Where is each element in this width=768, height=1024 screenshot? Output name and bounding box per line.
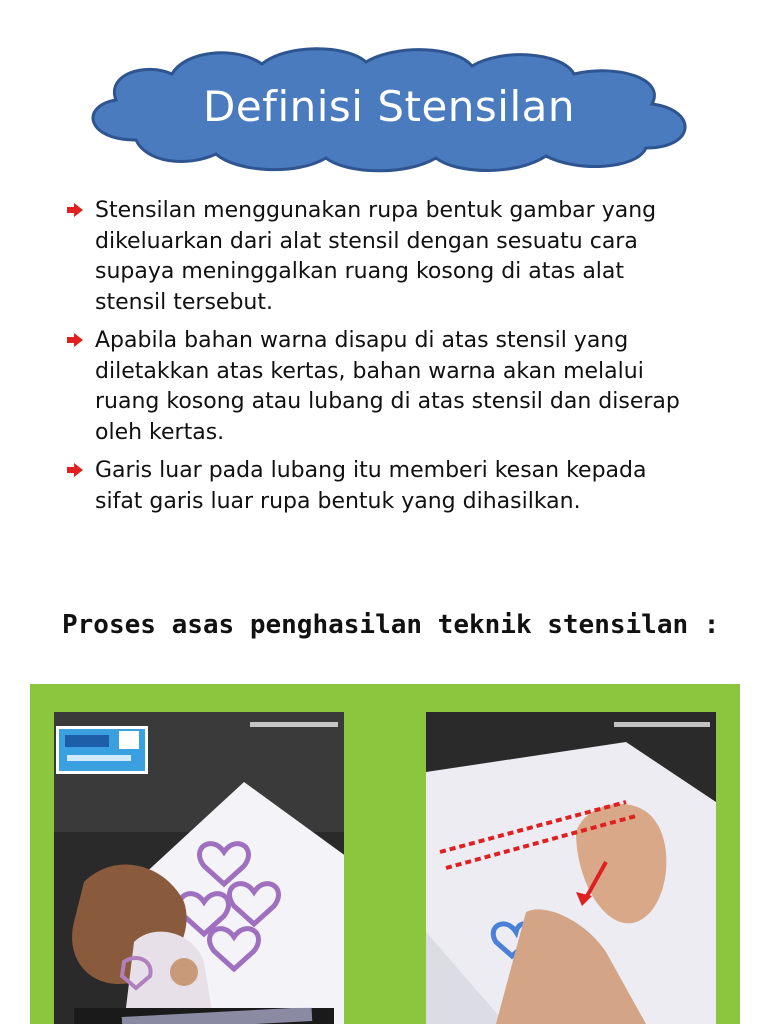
text-line: Apabila bahan warna disapu di atas stensil yang xyxy=(95,328,629,353)
text-line: supaya meninggalkan ruang kosong di atas alat xyxy=(95,259,625,284)
page-title: Definisi Stensilan xyxy=(203,82,575,131)
list-item xyxy=(66,456,746,517)
arrow-right-icon xyxy=(66,202,84,218)
text-line: ruang kosong atau lubang di atas stensil dan diserap xyxy=(95,389,680,414)
text-line: dikeluarkan dari alat stensil dengan sesuatu cara xyxy=(95,228,638,254)
bullet-text xyxy=(95,456,746,517)
stencil-heart-photo xyxy=(426,712,716,1024)
text-line: Stensilan menggunakan rupa bentuk gambar yang xyxy=(95,198,657,223)
lesson-sticker-icon xyxy=(56,726,148,774)
title-cloud xyxy=(76,44,702,176)
bullet-text xyxy=(95,326,746,448)
definition-bullet-list xyxy=(66,196,746,525)
text-line: Garis luar pada lubang itu memberi kesan kepada xyxy=(95,458,647,483)
arrow-right-icon xyxy=(66,332,84,348)
list-item xyxy=(66,196,746,318)
stencil-flower-photo xyxy=(54,712,344,1024)
watermark-bar xyxy=(250,722,338,727)
list-item xyxy=(66,326,746,448)
text-line: oleh kertas. xyxy=(95,419,225,445)
section-heading: Proses asas penghasilan teknik stensilan : xyxy=(62,610,720,640)
watermark-bar xyxy=(614,722,710,727)
text-line: diletakkan atas kertas, bahan warna akan melalui xyxy=(95,358,644,384)
photo-panel xyxy=(30,684,740,1024)
bullet-text xyxy=(95,196,746,318)
text-line: stensil tersebut. xyxy=(95,289,273,315)
arrow-right-icon xyxy=(66,462,84,478)
text-line: sifat garis luar rupa bentuk yang dihasilkan. xyxy=(95,488,581,514)
